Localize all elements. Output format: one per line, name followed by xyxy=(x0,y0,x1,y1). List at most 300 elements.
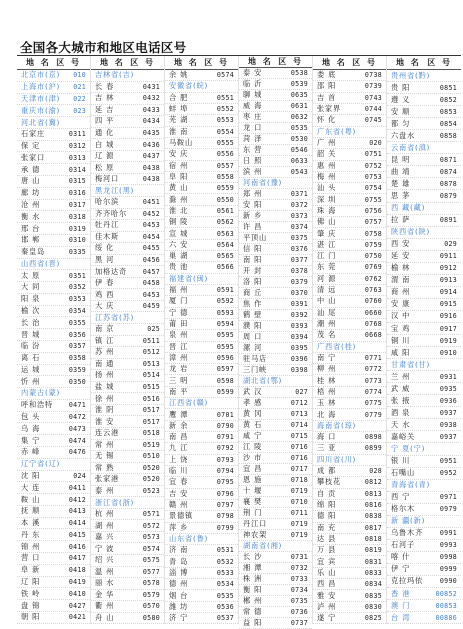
area-code: 0633 xyxy=(290,157,308,165)
area-code: 0459 xyxy=(142,302,160,311)
city-name: 本 溪 xyxy=(21,518,41,528)
table-row xyxy=(313,285,386,296)
city-name: 鸡 西 xyxy=(95,289,115,299)
area-code: 0411 xyxy=(68,483,86,492)
area-code: 0717 xyxy=(290,465,308,473)
table-row xyxy=(17,200,90,212)
area-code: 0315 xyxy=(68,177,86,186)
table-row xyxy=(239,112,312,123)
city-name: 芜 湖 xyxy=(169,115,189,125)
area-code: 0825 xyxy=(364,614,382,623)
city-name: 安 顺 xyxy=(391,106,411,116)
area-code: 0537 xyxy=(216,614,234,623)
area-code: 0737 xyxy=(290,619,308,627)
area-code: 0990 xyxy=(439,577,457,586)
area-code: 0520 xyxy=(142,463,160,472)
area-code: 0592 xyxy=(216,297,234,306)
area-code: 0436 xyxy=(142,140,160,149)
city-name: 三 亚 xyxy=(317,443,337,453)
table-row xyxy=(17,341,90,353)
city-name: 宜 宾 xyxy=(317,556,337,566)
area-code: 0774 xyxy=(364,387,382,396)
table-row xyxy=(387,335,461,347)
city-name: 广 州 xyxy=(317,138,337,148)
city-name: 苏 州 xyxy=(95,347,115,357)
area-code-table xyxy=(17,55,461,627)
city-name: 泰 州 xyxy=(95,485,115,495)
city-name: 孝 感 xyxy=(243,398,263,407)
province-heading xyxy=(91,497,164,509)
city-name: 新 余 xyxy=(169,420,189,430)
area-code: 0794 xyxy=(216,467,234,476)
area-code: 0716 xyxy=(290,454,308,462)
city-name: 许 昌 xyxy=(243,222,263,231)
city-name: 香 港 xyxy=(391,588,411,598)
area-code: 0752 xyxy=(364,161,382,170)
area-code: 0760 xyxy=(364,297,382,306)
city-name: 丹江口 xyxy=(243,519,267,528)
area-code: 0556 xyxy=(216,150,234,159)
table-row xyxy=(313,511,386,522)
table-row xyxy=(17,294,90,306)
column-rows xyxy=(387,70,461,624)
area-code: 0359 xyxy=(68,365,86,374)
column-rows xyxy=(313,70,386,624)
area-code: 0919 xyxy=(439,336,457,345)
city-name: 宝 鸡 xyxy=(391,323,411,333)
province-heading xyxy=(165,274,238,285)
area-code: 0374 xyxy=(290,223,308,231)
city-name: 武 威 xyxy=(391,383,411,393)
city-name: 商 州 xyxy=(391,287,411,297)
city-name: 楚 雄 xyxy=(391,178,411,188)
city-name: 贵 阳 xyxy=(391,82,411,92)
table-row xyxy=(239,68,312,79)
area-code: 0416 xyxy=(68,542,86,551)
table-row xyxy=(239,90,312,101)
column-header xyxy=(165,56,238,70)
city-name: 潍 坊 xyxy=(169,601,189,611)
table-row xyxy=(387,528,461,540)
area-code: 0792 xyxy=(216,444,234,453)
area-code: 0797 xyxy=(216,501,234,510)
area-code: 0451 xyxy=(142,198,160,207)
table-row xyxy=(387,576,461,588)
city-name: 泸 州 xyxy=(317,601,337,611)
table-row xyxy=(313,602,386,613)
table-row xyxy=(17,600,90,612)
table-row xyxy=(239,343,312,354)
area-code: 0375 xyxy=(290,234,308,242)
table-row xyxy=(387,311,461,323)
area-code: 0819 xyxy=(364,546,382,555)
area-code: 0878 xyxy=(439,179,457,188)
table-row xyxy=(387,299,461,311)
table-row xyxy=(239,442,312,453)
area-code: 0574 xyxy=(216,71,234,80)
table-row xyxy=(313,251,386,262)
city-name: 益 阳 xyxy=(243,618,263,627)
table-row xyxy=(165,545,238,556)
city-name: 渭 南 xyxy=(391,275,411,285)
city-name: 邯 郸 xyxy=(21,235,41,245)
area-code: 0393 xyxy=(290,322,308,330)
area-code: 0557 xyxy=(216,161,234,170)
city-name: 江西省(赣) xyxy=(169,398,209,408)
city-name: 宣 城 xyxy=(169,228,189,238)
city-name: 秦皇岛 xyxy=(21,247,45,257)
city-name: 榆 次 xyxy=(21,306,41,316)
area-code: 0631 xyxy=(290,102,308,110)
area-code: 0438 xyxy=(142,175,160,184)
table-row xyxy=(165,251,238,262)
table-row xyxy=(91,474,164,486)
province-heading xyxy=(313,455,386,466)
city-name: 连云港 xyxy=(95,428,119,438)
city-name: 铜 川 xyxy=(391,335,411,345)
city-name: 娄 底 xyxy=(317,70,337,80)
area-code: 0543 xyxy=(290,168,308,176)
table-row xyxy=(387,588,461,600)
table-row xyxy=(387,178,461,190)
area-code: 0668 xyxy=(364,331,382,340)
table-row xyxy=(387,347,461,359)
table-row xyxy=(165,353,238,364)
area-code: 0391 xyxy=(290,300,308,308)
city-name: 商 丘 xyxy=(243,288,263,297)
table-row xyxy=(165,421,238,432)
table-row xyxy=(91,405,164,417)
area-code: 0316 xyxy=(68,189,86,198)
city-name: 临 沂 xyxy=(243,79,263,88)
city-name: 宜 春 xyxy=(169,477,189,487)
city-name: 晋 城 xyxy=(21,329,41,339)
table-row xyxy=(17,82,90,94)
table-row xyxy=(91,486,164,498)
table-row xyxy=(387,118,461,130)
area-code: 0335 xyxy=(68,248,86,257)
city-name: 广西省(桂) xyxy=(317,341,357,351)
province-heading xyxy=(91,312,164,324)
city-name: 九 江 xyxy=(169,443,189,453)
city-name: 松 原 xyxy=(95,162,115,172)
city-name: 济 宁 xyxy=(169,613,189,623)
table-row xyxy=(165,262,238,273)
area-code: 0512 xyxy=(142,348,160,357)
city-name: 贵 池 xyxy=(169,262,189,272)
table-row xyxy=(91,128,164,140)
area-code: 0580 xyxy=(142,613,160,622)
table-row xyxy=(91,370,164,382)
city-name: 赣 州 xyxy=(169,500,189,510)
table-row xyxy=(165,127,238,138)
table-row xyxy=(239,552,312,563)
table-row xyxy=(17,365,90,377)
city-name: 丹 东 xyxy=(21,529,41,539)
table-row xyxy=(17,423,90,435)
area-code: 0510 xyxy=(142,452,160,461)
table-row xyxy=(387,251,461,263)
table-row xyxy=(387,239,461,251)
city-name: 石家庄 xyxy=(21,129,45,139)
area-code: 0519 xyxy=(142,440,160,449)
table-row xyxy=(17,270,90,282)
city-name: 哈尔滨 xyxy=(95,197,119,207)
table-row xyxy=(239,277,312,288)
table-row xyxy=(239,574,312,585)
table-row xyxy=(165,455,238,466)
area-code: 0565 xyxy=(216,252,234,261)
table-row xyxy=(239,288,312,299)
table-row xyxy=(17,541,90,553)
table-row xyxy=(165,500,238,511)
area-code: 0733 xyxy=(290,575,308,583)
table-row xyxy=(387,154,461,166)
table-row xyxy=(17,306,90,318)
city-name: 南 平 xyxy=(169,386,189,396)
province-heading xyxy=(17,459,90,471)
table-row xyxy=(387,287,461,299)
table-row xyxy=(91,151,164,163)
table-row xyxy=(165,194,238,205)
table-row xyxy=(17,141,90,153)
table-row xyxy=(313,274,386,285)
area-code: 0732 xyxy=(290,564,308,572)
city-name: 南 阳 xyxy=(243,255,263,264)
area-code: 0834 xyxy=(364,580,382,589)
area-code: 0871 xyxy=(439,155,457,164)
area-code: 0915 xyxy=(439,300,457,309)
city-name: 衡 水 xyxy=(21,211,41,221)
table-row xyxy=(91,278,164,290)
table-row xyxy=(387,504,461,516)
table-row xyxy=(239,321,312,332)
table-row xyxy=(165,93,238,104)
area-code: 0998 xyxy=(439,553,457,562)
city-name: 宁 波 xyxy=(95,543,115,553)
city-name: 赤 峰 xyxy=(21,447,41,457)
area-code: 0550 xyxy=(216,195,234,204)
area-code: 0799 xyxy=(216,523,234,532)
area-code: 0395 xyxy=(290,344,308,352)
area-code: 0743 xyxy=(364,93,382,102)
area-code: 0577 xyxy=(142,567,160,576)
area-code: 0711 xyxy=(290,509,308,517)
header-city: 地 名 xyxy=(248,57,273,66)
area-code: 0754 xyxy=(364,184,382,193)
area-code: 0757 xyxy=(364,218,382,227)
area-code: 0311 xyxy=(68,130,86,139)
table-row xyxy=(91,232,164,244)
city-name: 马鞍山 xyxy=(169,138,193,148)
table-row xyxy=(313,183,386,194)
city-name: 威 海 xyxy=(243,101,263,110)
province-heading xyxy=(387,516,461,528)
area-code: 010 xyxy=(73,71,86,80)
province-heading xyxy=(387,480,461,492)
table-row xyxy=(17,94,90,106)
table-row xyxy=(91,567,164,579)
city-name: 四川省(川) xyxy=(317,454,357,464)
city-name: 浙江省(浙) xyxy=(95,497,135,507)
city-name: 舟 山 xyxy=(95,612,115,622)
table-row xyxy=(91,301,164,313)
area-code: 021 xyxy=(73,83,86,92)
area-code: 0750 xyxy=(364,252,382,261)
table-row xyxy=(313,375,386,386)
table-row xyxy=(239,189,312,200)
area-code: 0910 xyxy=(439,348,457,357)
area-code: 0573 xyxy=(142,533,160,542)
area-code: 0951 xyxy=(439,457,457,466)
province-heading xyxy=(387,203,461,215)
table-row xyxy=(17,506,90,518)
city-name: 宿 州 xyxy=(169,160,189,170)
city-name: 北京市(京) xyxy=(21,70,61,80)
area-code: 0772 xyxy=(364,365,382,374)
city-name: 达 县 xyxy=(317,533,337,543)
table-row xyxy=(91,509,164,521)
table-row xyxy=(17,164,90,176)
area-code: 0813 xyxy=(364,489,382,498)
city-name: 肇 庆 xyxy=(317,228,337,238)
table-row xyxy=(239,519,312,530)
table-row xyxy=(91,139,164,151)
city-name: 十 堰 xyxy=(243,486,263,495)
area-code: 0755 xyxy=(364,195,382,204)
area-code: 0432 xyxy=(142,94,160,103)
city-name: 洛 阳 xyxy=(243,277,263,286)
table-row xyxy=(165,319,238,330)
area-code: 024 xyxy=(73,471,86,480)
table-row xyxy=(165,206,238,217)
table-row xyxy=(17,176,90,188)
table-row xyxy=(165,523,238,534)
city-name: 张家口 xyxy=(21,152,45,162)
area-code: 0433 xyxy=(142,105,160,114)
table-row xyxy=(165,104,238,115)
area-code: 0518 xyxy=(142,429,160,438)
city-name: 忻 州 xyxy=(21,376,41,386)
table-row xyxy=(313,489,386,500)
city-name: 咸 宁 xyxy=(243,431,263,440)
city-name: 安 阳 xyxy=(243,200,263,209)
city-name: 金 华 xyxy=(95,589,115,599)
table-row xyxy=(91,324,164,336)
area-code: 0414 xyxy=(68,519,86,528)
city-name: 山东省(鲁) xyxy=(169,533,209,543)
city-name: 扬 州 xyxy=(95,370,115,380)
city-name: 汕 尾 xyxy=(317,307,337,317)
area-code: 0898 xyxy=(364,433,382,442)
area-code: 0598 xyxy=(216,376,234,385)
city-name: 湖南省(湘) xyxy=(243,541,283,550)
area-code: 0520 xyxy=(142,475,160,484)
table-row xyxy=(313,70,386,81)
city-name: 张 掖 xyxy=(391,395,411,405)
city-name: 格尔木 xyxy=(391,504,415,514)
city-name: 漳 州 xyxy=(169,352,189,362)
table-row xyxy=(91,451,164,463)
city-name: 广东省(粤) xyxy=(317,126,357,136)
city-name: 海南省(琼) xyxy=(317,420,357,430)
area-code: 0457 xyxy=(142,267,160,276)
area-code: 0413 xyxy=(68,507,86,516)
table-row xyxy=(313,161,386,172)
table-row xyxy=(387,552,461,564)
city-name: 宜 昌 xyxy=(243,464,263,473)
area-code: 00853 xyxy=(435,601,457,610)
city-name: 蚌 埠 xyxy=(169,104,189,114)
city-name: 神农架 xyxy=(243,530,267,539)
area-code: 0835 xyxy=(364,591,382,600)
city-name: 盘 锦 xyxy=(21,600,41,610)
table-row xyxy=(239,145,312,156)
city-name: 延 吉 xyxy=(95,104,115,114)
table-row xyxy=(387,190,461,202)
city-name: 黑龙江(黑) xyxy=(95,185,135,195)
table-row xyxy=(387,166,461,178)
city-name: 贵州省(黔) xyxy=(391,70,431,80)
city-name: 南 充 xyxy=(317,522,337,532)
table-row xyxy=(165,466,238,477)
city-name: 绍 兴 xyxy=(95,555,115,565)
city-name: 宁 夏(宁) xyxy=(391,443,426,453)
city-name: 石嘴山 xyxy=(391,468,415,478)
table-row xyxy=(165,296,238,307)
table-row xyxy=(239,266,312,277)
city-name: 河南省(豫) xyxy=(243,178,283,187)
city-name: 福 州 xyxy=(169,285,189,295)
area-code: 028 xyxy=(369,467,382,476)
table-row xyxy=(313,523,386,534)
table-row xyxy=(165,342,238,353)
area-code: 0775 xyxy=(364,399,382,408)
area-code: 0818 xyxy=(364,534,382,543)
area-code: 0356 xyxy=(68,330,86,339)
table-row xyxy=(239,563,312,574)
area-code: 0419 xyxy=(68,577,86,586)
area-code: 0798 xyxy=(216,512,234,521)
city-name: 六 安 xyxy=(169,239,189,249)
area-code: 0899 xyxy=(364,444,382,453)
city-name: 乌 海 xyxy=(21,423,41,433)
table-column xyxy=(387,56,461,624)
table-row xyxy=(313,613,386,624)
area-code: 0745 xyxy=(364,116,382,125)
area-code: 0427 xyxy=(68,601,86,610)
table-row xyxy=(91,347,164,359)
area-code: 0574 xyxy=(142,544,160,553)
city-name: 黄 冈 xyxy=(243,409,263,418)
table-row xyxy=(91,613,164,625)
area-code: 0716 xyxy=(290,443,308,451)
area-code: 0591 xyxy=(216,286,234,295)
city-name: 常 德 xyxy=(243,607,263,616)
city-name: 廊 坊 xyxy=(21,188,41,198)
table-row xyxy=(165,511,238,522)
area-code: 0474 xyxy=(68,436,86,445)
area-code: 0434 xyxy=(142,117,160,126)
area-code: 0458 xyxy=(142,279,160,288)
city-name: 巢 湖 xyxy=(169,251,189,261)
area-code: 0376 xyxy=(290,245,308,253)
table-row xyxy=(17,282,90,294)
area-code: 0911 xyxy=(439,252,457,261)
province-heading xyxy=(313,421,386,432)
table-row xyxy=(387,263,461,275)
table-row xyxy=(313,194,386,205)
